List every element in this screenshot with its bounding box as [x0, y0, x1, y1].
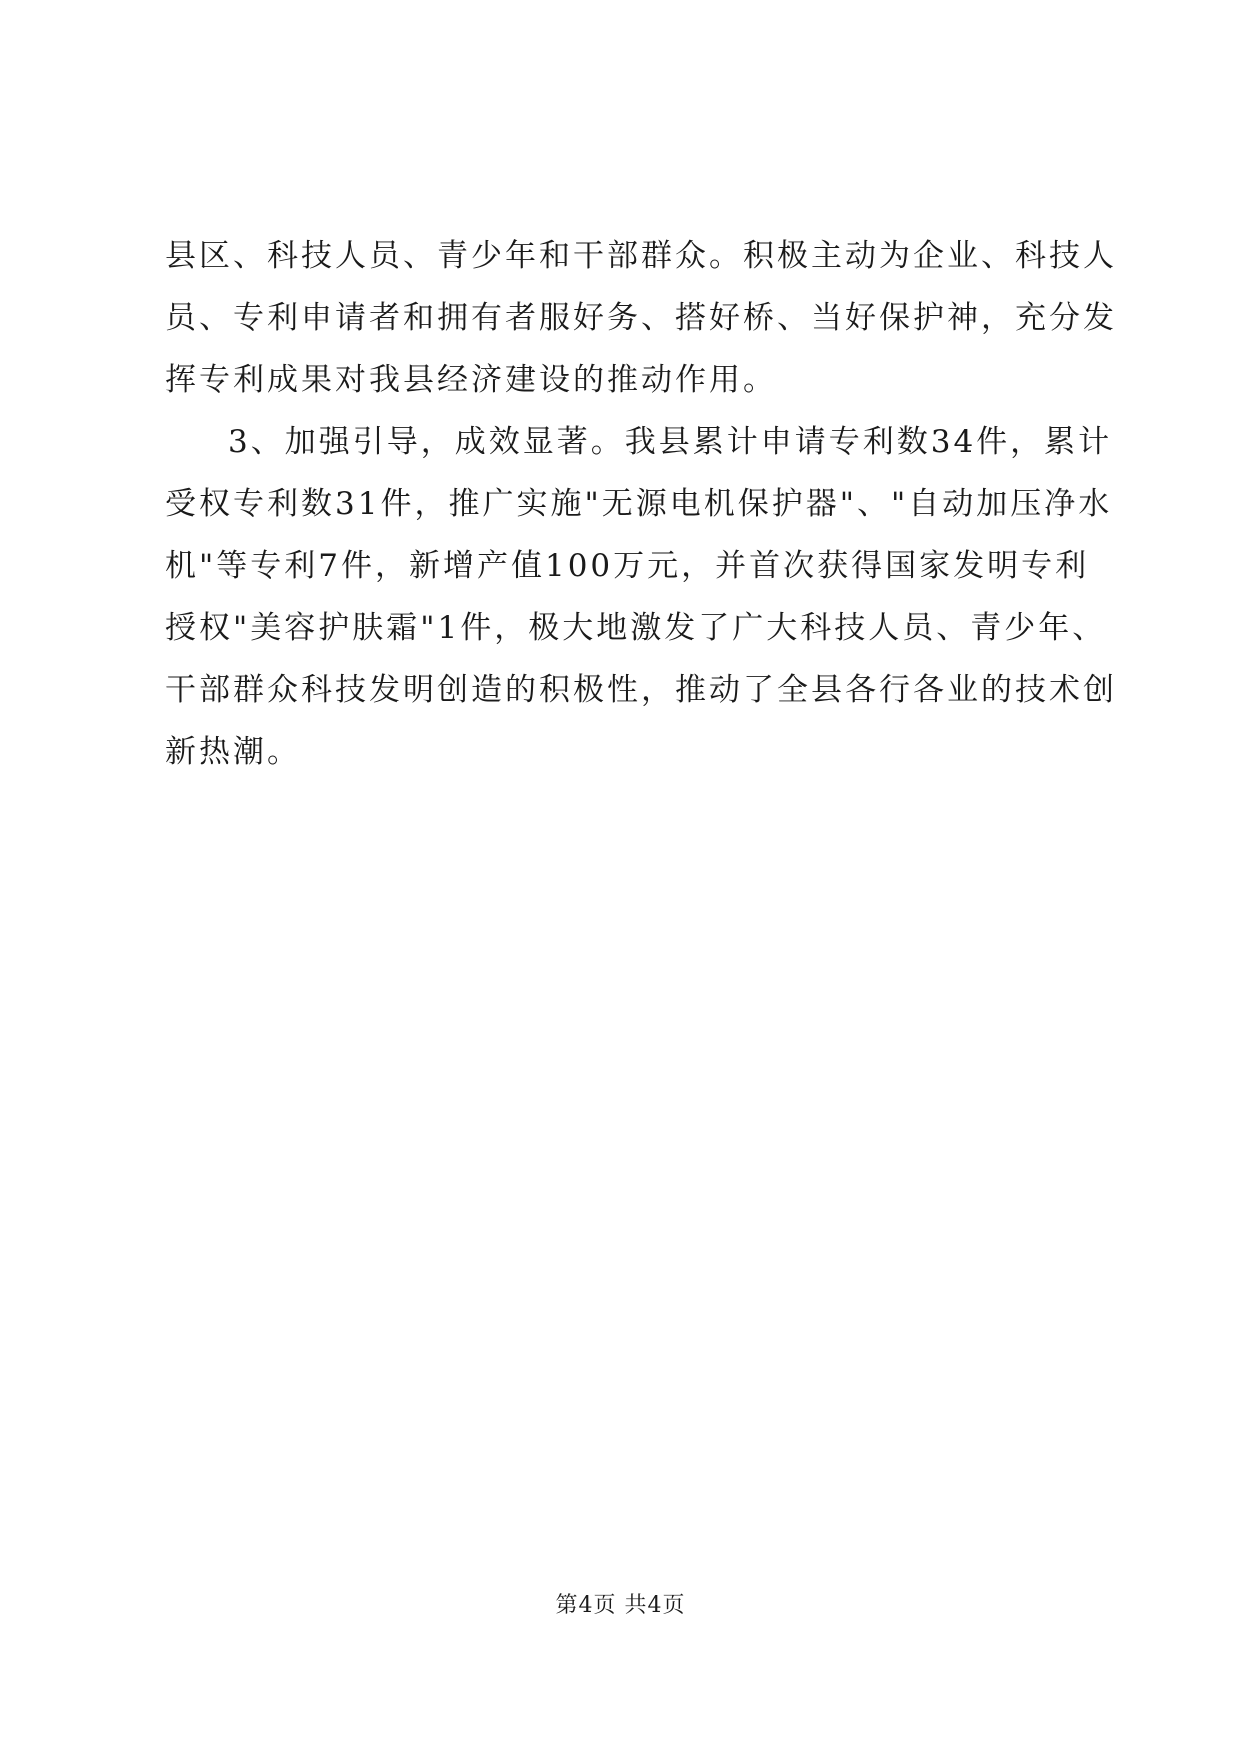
paragraph-line: 县区、科技人员、青少年和干部群众。积极主动为企业、科技人	[165, 238, 1117, 274]
page-number-footer: 第4页 共4页	[555, 1593, 686, 1618]
paragraph-line: 员、专利申请者和拥有者服好务、搭好桥、当好保护神，充分发	[165, 300, 1117, 336]
paragraph-line: 干部群众科技发明创造的积极性，推动了全县各行各业的技术创	[165, 672, 1117, 708]
paragraph-line: 受权专利数31件，推广实施"无源电机保护器"、"自动加压净水	[165, 486, 1113, 522]
paragraph-line: 机"等专利7件，新增产值100万元，并首次获得国家发明专利	[165, 548, 1090, 584]
paragraph-line: 授权"美容护肤霜"1件，极大地激发了广大科技人员、青少年、	[165, 610, 1107, 646]
paragraph-line: 3、加强引导，成效显著。我县累计申请专利数34件，累计	[228, 424, 1113, 460]
paragraph-line: 新热潮。	[165, 734, 301, 770]
paragraph-line: 挥专利成果对我县经济建设的推动作用。	[165, 362, 777, 398]
